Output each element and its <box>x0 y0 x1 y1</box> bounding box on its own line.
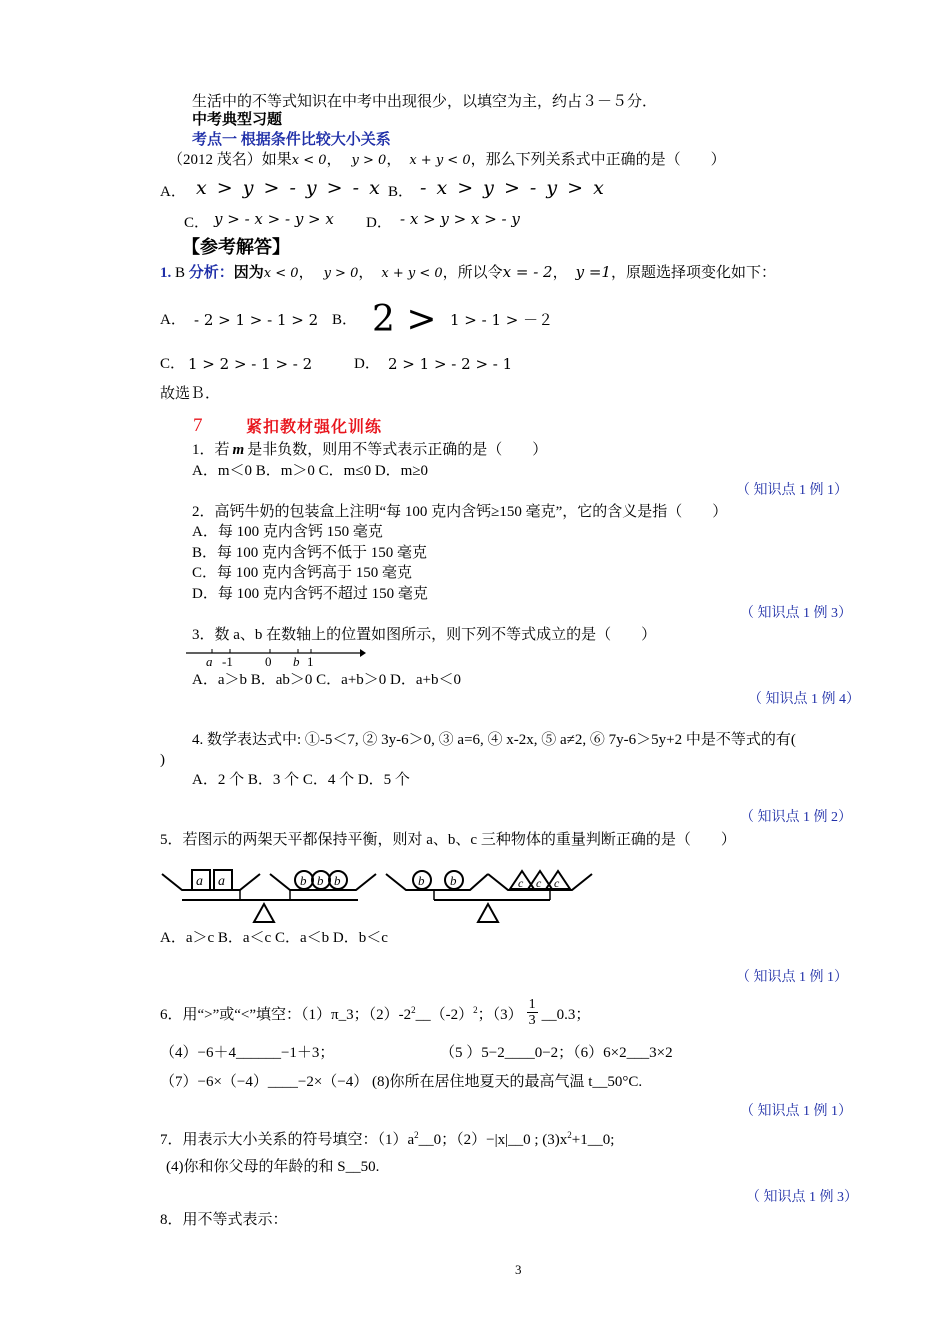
answer-d-expr: 2 > 1 > - 2 > - 1 <box>388 355 513 373</box>
p1-stem-a: 1．若 <box>192 442 230 458</box>
block-a-label-2: a <box>218 874 225 889</box>
p2-stem: 2．高钙牛奶的包装盒上注明“每 100 克内含钙≥150 毫克”，它的含义是指（ ） <box>192 504 728 520</box>
p4-stem: 4. 数学表达式中: ①-5＜7, ② 3y-6＞0, ③ a=6, ④ x-2x, ⑤ a≠2, ⑥ 7y-6＞5y+2 中是不等式的有( <box>192 732 796 748</box>
p3-options: A．a＞b B．ab＞0 C．a+b＞0 D．a+b＜0 <box>192 672 461 688</box>
answer-a-label: A． <box>160 312 186 328</box>
p7-row2: (4)你和你父母的年龄的和 S__50. <box>166 1159 380 1175</box>
p6-fraction <box>527 998 538 1029</box>
axis-label-minus-one: -1 <box>222 654 233 669</box>
p1-var: m <box>232 442 245 458</box>
q0-option-b: - x > y > - y > x <box>420 177 606 199</box>
answer-b-big: 2 > <box>372 299 437 340</box>
p7-row1 <box>160 1125 614 1150</box>
p6-part3: ；（3） <box>477 1007 523 1023</box>
p5-options: A．a＞c B．a＜c C．a＜b D．b＜c <box>160 930 388 946</box>
p2-option-c: C．每 100 克内含钙高于 150 毫克 <box>192 565 413 581</box>
training-title: 紧扣教材强化训练 <box>246 419 383 436</box>
answer-num: 1. <box>160 265 172 281</box>
answer-c-label: C． <box>160 356 186 372</box>
balance-left <box>162 870 376 922</box>
number-line-arrow <box>360 649 366 657</box>
answer-d-label: D． <box>354 356 380 372</box>
tri-c-label-1: c <box>518 876 524 890</box>
p2-option-a: A．每 100 克内含钙 150 毫克 <box>192 524 383 540</box>
training-num: 7 <box>193 415 203 436</box>
p6-exp3: 2 <box>473 1005 478 1015</box>
answer-b-label: B． <box>332 312 358 328</box>
right-fulcrum <box>478 904 498 922</box>
p6-row3: （7）−6×（−4）____−2×（−4） (8)你所在居住地夏天的最高气温 t__50°C. <box>160 1074 643 1090</box>
p3-stem: 3．数 a、b 在数轴上的位置如图所示，则下列不等式成立的是（ ） <box>192 627 657 643</box>
answer-cond2: y > 0 <box>323 266 359 281</box>
p2-option-d: D．每 100 克内含钙不超过 150 毫克 <box>192 586 428 602</box>
p6-part3b: __0.3； <box>541 1007 591 1023</box>
p6-num: 6．用“>”或“<”填空：（1）π <box>160 1007 339 1023</box>
p2-option-b: B．每 100 克内含钙不低于 150 毫克 <box>192 545 428 561</box>
p4-options: A．2 个 B．3 个 C．4 个 D．5 个 <box>192 772 410 788</box>
p1-stem-b: 是非负数，则用不等式表示正确的是（ ） <box>247 442 548 458</box>
p1-stem <box>192 440 547 460</box>
right-pan-left <box>386 874 488 890</box>
p8-stem: 8．用不等式表示： <box>160 1212 288 1228</box>
p6-part2b: __（-2） <box>415 1007 474 1023</box>
answer-let-x: x = - 2 <box>502 263 553 281</box>
answer-cond3: x + y < 0 <box>381 266 443 281</box>
q0-option-b-label: B． <box>388 184 414 200</box>
ball-b-label-2: b <box>317 873 324 888</box>
axis-label-zero: 0 <box>265 654 272 669</box>
p6-row2-a: （4）−6＋4______−1＋3； <box>160 1045 335 1061</box>
topic-title: 考点一 根据条件比较大小关系 <box>192 132 391 148</box>
p2-ref: （ 知识点 1 例 3） <box>740 606 852 621</box>
p6-frac-num: 1 <box>528 997 536 1013</box>
q0-cond3: x + y < 0 <box>409 153 471 168</box>
answer-analysis: 1. B 分析：因为x < 0， y > 0， x + y < 0，所以令x = - 2， y =1，原题选择项变化如下： <box>160 263 776 281</box>
balance-right <box>386 871 592 922</box>
q0-stem-prefix: （2012 茂名）如果 <box>168 152 292 168</box>
p7-stem-c: +1__0; <box>571 1132 615 1148</box>
ball-b-label-4: b <box>418 873 425 888</box>
p1-ref: （ 知识点 1 例 1） <box>736 483 848 498</box>
q0-option-a-label: A． <box>160 184 186 200</box>
axis-label-b: b <box>293 654 300 669</box>
p6-row2-b: （5 ）5−2____0−2；（6）6×2___3×2 <box>440 1045 673 1061</box>
p7-ref: （ 知识点 1 例 3） <box>746 1190 858 1205</box>
answer-analysis-label: 分析： <box>188 265 234 281</box>
q0-stem: （2012 茂名）如果x < 0， y > 0， x + y < 0，那么下列关系式中正确的是（ ） <box>168 152 726 168</box>
answer-a-expr: - 2 > 1 > - 1 > 2 <box>194 311 319 329</box>
block-a-label-1: a <box>196 874 203 889</box>
q0-option-d: - x > y > x > - y <box>400 210 520 228</box>
p7-exp1: 2 <box>414 1130 419 1140</box>
ball-b-label-3: b <box>334 873 341 888</box>
p4-stem-end: ) <box>160 752 165 768</box>
answer-conclusion: 故选Ｂ． <box>160 386 221 402</box>
q0-option-a: x > y > - y > - x <box>196 177 382 199</box>
number-line-figure <box>186 645 366 669</box>
p6-row1 <box>160 997 591 1031</box>
q0-cond1: x < 0 <box>291 153 327 168</box>
p5-ref: （ 知识点 1 例 1） <box>736 970 848 985</box>
q0-option-c: y > - x > - y > x <box>214 210 334 228</box>
p1-options: A．m＜0 B．m＞0 C．m≤0 D．m≥0 <box>192 463 429 479</box>
q0-option-d-label: D． <box>366 215 392 231</box>
intro-text: 生活中的不等式知识在中考中出现很少，以填空为主，约占３－５分． <box>192 94 658 110</box>
axis-label-one: 1 <box>307 654 314 669</box>
p5-stem: 5．若图示的两架天平都保持平衡，则对 a、b、c 三种物体的重量判断正确的是（ ） <box>160 832 736 848</box>
answer-let-text: ，所以令 <box>442 265 503 281</box>
p4-ref: （ 知识点 1 例 2） <box>740 810 852 825</box>
answer-header: 【参考解答】 <box>182 237 290 257</box>
p7-stem-a: 7．用表示大小关系的符号填空：（1）a <box>160 1132 415 1148</box>
axis-label-a: a <box>206 654 213 669</box>
answer-letter: B <box>171 265 189 281</box>
q0-option-c-label: C． <box>184 215 210 231</box>
q0-cond2: y > 0 <box>351 153 387 168</box>
p7-stem-b: __0；（2）−|x|__0 ; (3)x <box>418 1132 568 1148</box>
q0-stem-suffix: ，那么下列关系式中正确的是（ ） <box>470 152 726 168</box>
p7-exp2: 2 <box>567 1130 572 1140</box>
answer-c-expr: 1 > 2 > - 1 > - 2 <box>188 355 313 373</box>
answer-b-rest: 1 > - 1 > －２ <box>450 311 554 329</box>
answer-tail: ，原题选择项变化如下： <box>610 265 776 281</box>
left-fulcrum <box>254 904 274 922</box>
tri-c-label-3: c <box>554 876 560 890</box>
ball-b-label-1: b <box>300 873 307 888</box>
p6-part2: ；（2）-2 <box>353 1007 412 1023</box>
p6-exp2: 2 <box>411 1005 416 1015</box>
section-title: 中考典型习题 <box>192 112 283 128</box>
p6-ref: （ 知识点 1 例 1） <box>740 1104 852 1119</box>
balance-figure <box>158 860 594 928</box>
tri-c-label-2: c <box>536 876 542 890</box>
answer-let-y: y =1 <box>575 263 611 281</box>
page-number: 3 <box>515 1262 522 1277</box>
p6-frac-den: 3 <box>528 1013 536 1029</box>
p3-ref: （ 知识点 1 例 4） <box>748 692 860 707</box>
answer-cond1: x < 0 <box>263 266 299 281</box>
p6-blank1: _3 <box>338 1007 354 1023</box>
ball-b-label-5: b <box>450 873 457 888</box>
answer-because: 因为 <box>233 265 264 281</box>
